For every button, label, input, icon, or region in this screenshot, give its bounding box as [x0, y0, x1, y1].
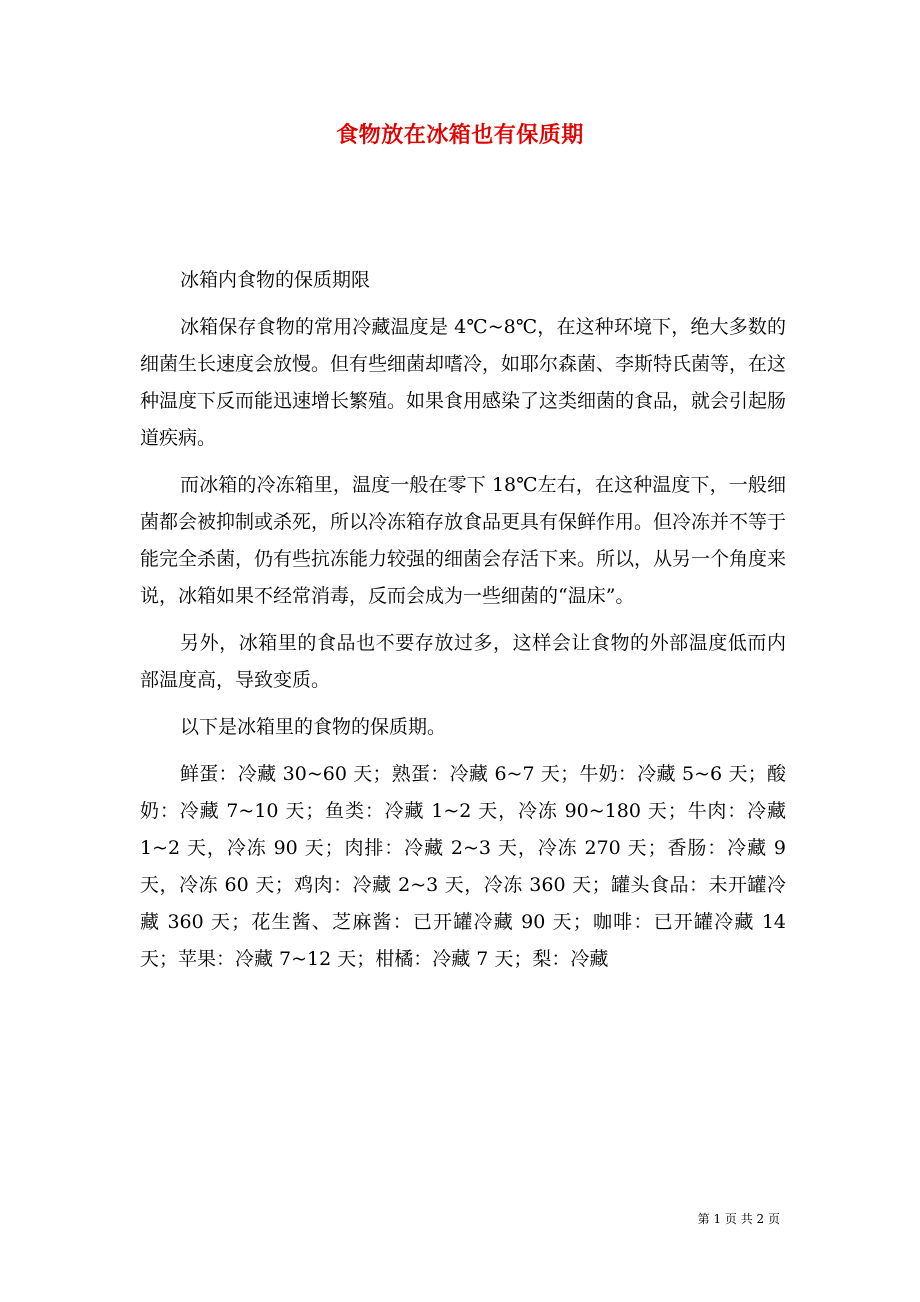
- paragraph-freezer: 而冰箱的冷冻箱里，温度一般在零下 18℃左右，在这种温度下，一般细菌都会被抑制或杀死，所以冷冻箱存放食品更具有保鲜作用。但冷冻并不等于能完全杀菌，仍有些抗冻能力较强的细菌会存活下来。所以，从另一个角度来说，冰箱如果不经常消毒，反而会成为一些细菌的“温床”。: [140, 474, 787, 607]
- paragraph-overfilling: 另外，冰箱里的食品也不要存放过多，这样会让食物的外部温度低而内部温度高，导致变质。: [140, 632, 786, 691]
- paragraph-shelf-life-list: 鲜蛋：冷藏 30~60 天；熟蛋：冷藏 6~7 天；牛奶：冷藏 5~6 天；酸奶：冷藏 7~10 天；鱼类：冷藏 1~2 天，冷冻 90~180 天；牛肉：冷藏 1~2 天，冷冻 90 天；肉排：冷藏 2~3 天，冷冻 270 天；香肠：冷藏 9 天，冷冻 60 天；鸡肉：冷藏 2~3 天，冷冻 360 天；罐头食品：未开罐冷藏 360 天；花生酱、芝麻酱：已开罐冷藏 90 天；咖啡：已开罐冷藏 14 天；苹果：冷藏 7~12 天；柑橘：冷藏 7 天；梨：冷藏: [140, 763, 786, 970]
- document-body: [140, 262, 786, 988]
- paragraph-refrigeration: 冰箱保存食物的常用冷藏温度是 4℃~8℃，在这种环境下，绝大多数的细菌生长速度会放慢。但有些细菌却嗜冷，如耶尔森菌、李斯特氏菌等，在这种温度下反而能迅速增长繁殖。如果食用感染了这类细菌的食品，就会引起肠道疾病。: [140, 316, 787, 449]
- section-heading: 冰箱内食物的保质期限: [180, 269, 371, 291]
- page-title: 食物放在冰箱也有保质期: [336, 122, 584, 148]
- page-number: 第 1 页 共 2 页: [697, 1212, 780, 1226]
- paragraph-intro-list: 以下是冰箱里的食物的保质期。: [180, 716, 447, 738]
